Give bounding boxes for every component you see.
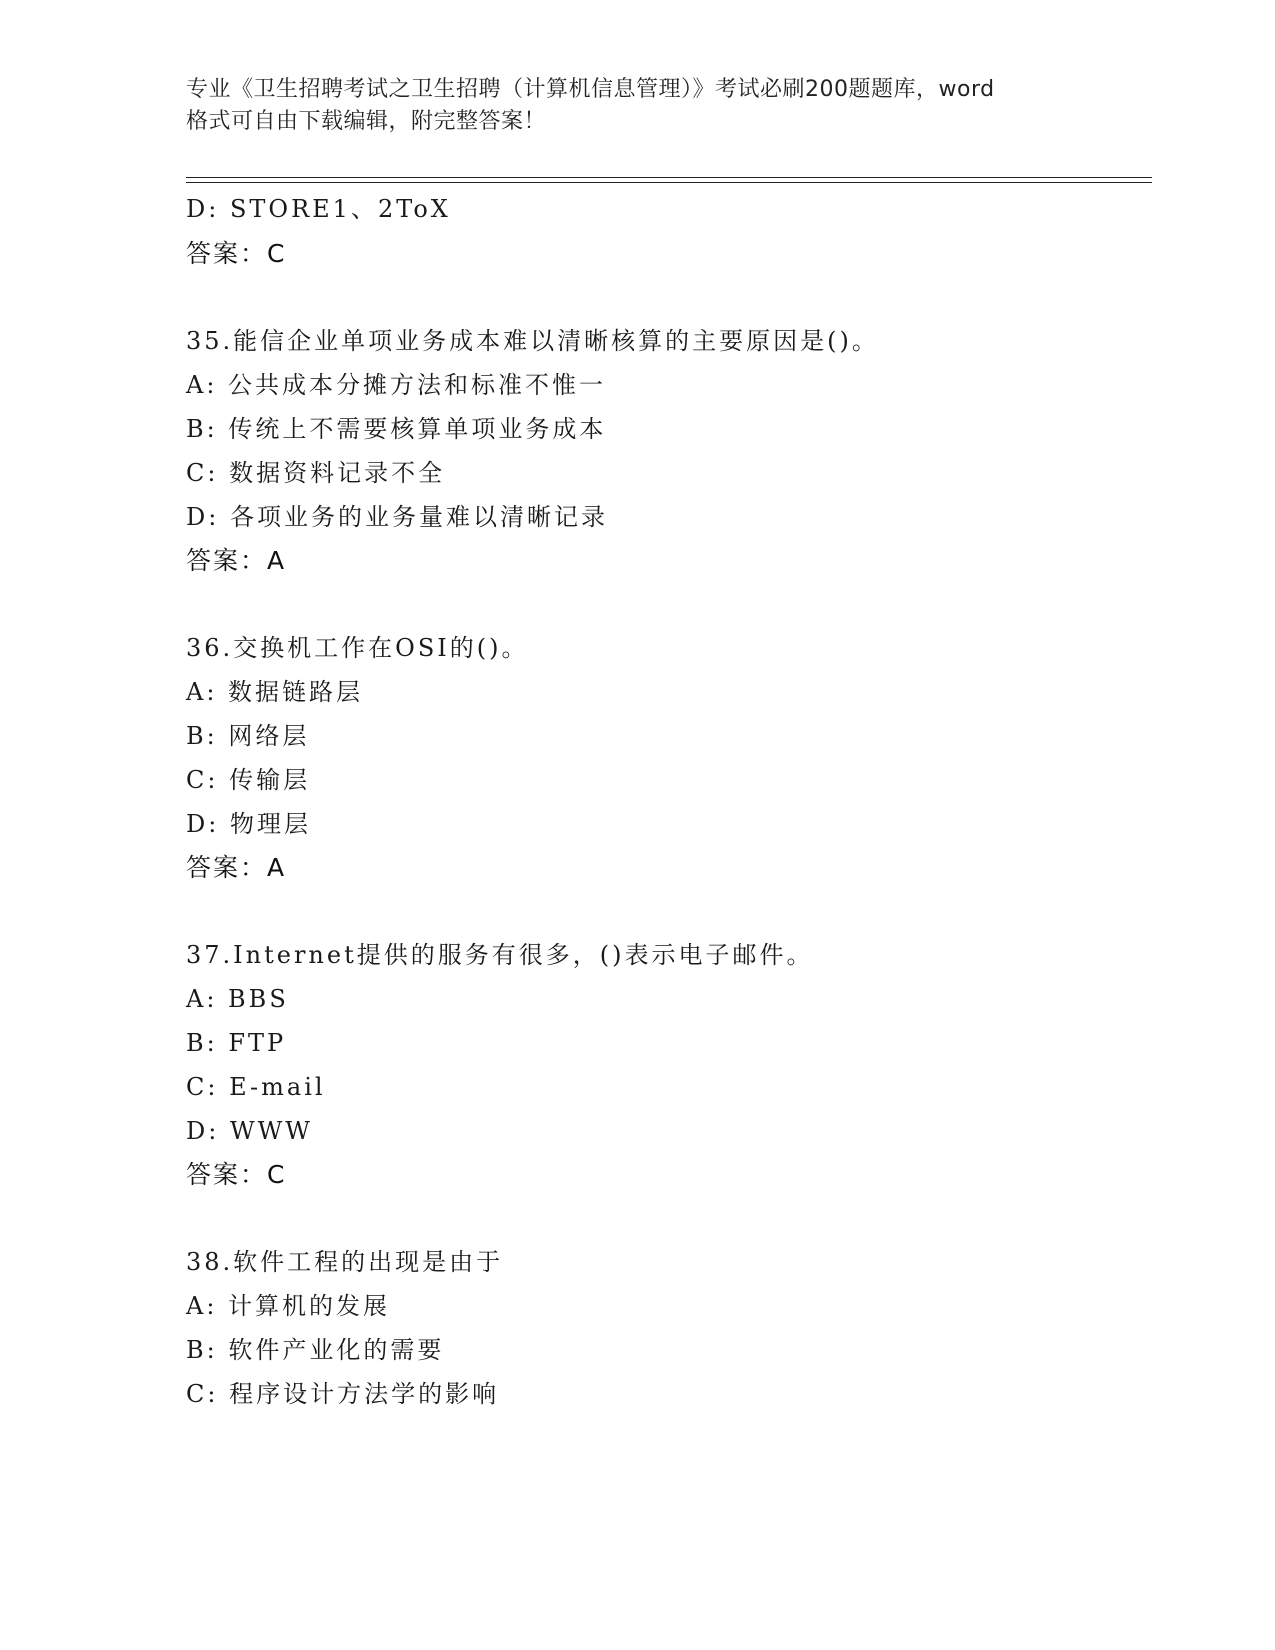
question-38-option-b: B: 软件产业化的需要: [186, 1336, 445, 1364]
question-38-option-a: A: 计算机的发展: [186, 1292, 391, 1320]
question-37-option-d: D: WWW: [186, 1117, 313, 1145]
question-38-stem: 38.软件工程的出现是由于: [186, 1248, 504, 1276]
question-36-option-c: C: 传输层: [186, 766, 311, 794]
question-35-option-c: C: 数据资料记录不全: [186, 459, 446, 487]
question-36-answer: 答案：A: [186, 853, 287, 882]
question-36-option-a: A: 数据链路层: [186, 678, 364, 706]
question-35-option-d: D: 各项业务的业务量难以清晰记录: [186, 503, 608, 531]
question-35-stem: 35.能信企业单项业务成本难以清晰核算的主要原因是()。: [186, 327, 879, 355]
question-36-option-b: B: 网络层: [186, 722, 310, 750]
prev-question-answer: 答案：C: [186, 239, 287, 268]
question-37-option-b: B: FTP: [186, 1029, 287, 1057]
question-37-option-a: A: BBS: [186, 985, 289, 1013]
question-37-stem: 37.Internet提供的服务有很多，()表示电子邮件。: [186, 941, 814, 969]
question-35-answer: 答案：A: [186, 546, 287, 575]
header-divider-top: [186, 177, 1152, 178]
question-36-stem: 36.交换机工作在OSI的()。: [186, 634, 529, 662]
question-35-option-b: B: 传统上不需要核算单项业务成本: [186, 415, 607, 443]
question-37-option-c: C: E-mail: [186, 1073, 326, 1101]
header-title-line-1: 专业《卫生招聘考试之卫生招聘（计算机信息管理）》考试必刷200题题库，word: [186, 77, 995, 102]
header-title-line-2: 格式可自由下载编辑，附完整答案！: [186, 109, 547, 134]
question-37-answer: 答案：C: [186, 1160, 287, 1189]
question-36-option-d: D: 物理层: [186, 810, 311, 838]
document-header: [186, 74, 1086, 138]
prev-question-option-d: D: STORE1、2ToX: [186, 195, 451, 223]
question-35-option-a: A: 公共成本分摊方法和标准不惟一: [186, 371, 607, 399]
question-38-option-c: C: 程序设计方法学的影响: [186, 1380, 500, 1408]
header-divider-bottom: [186, 182, 1152, 183]
